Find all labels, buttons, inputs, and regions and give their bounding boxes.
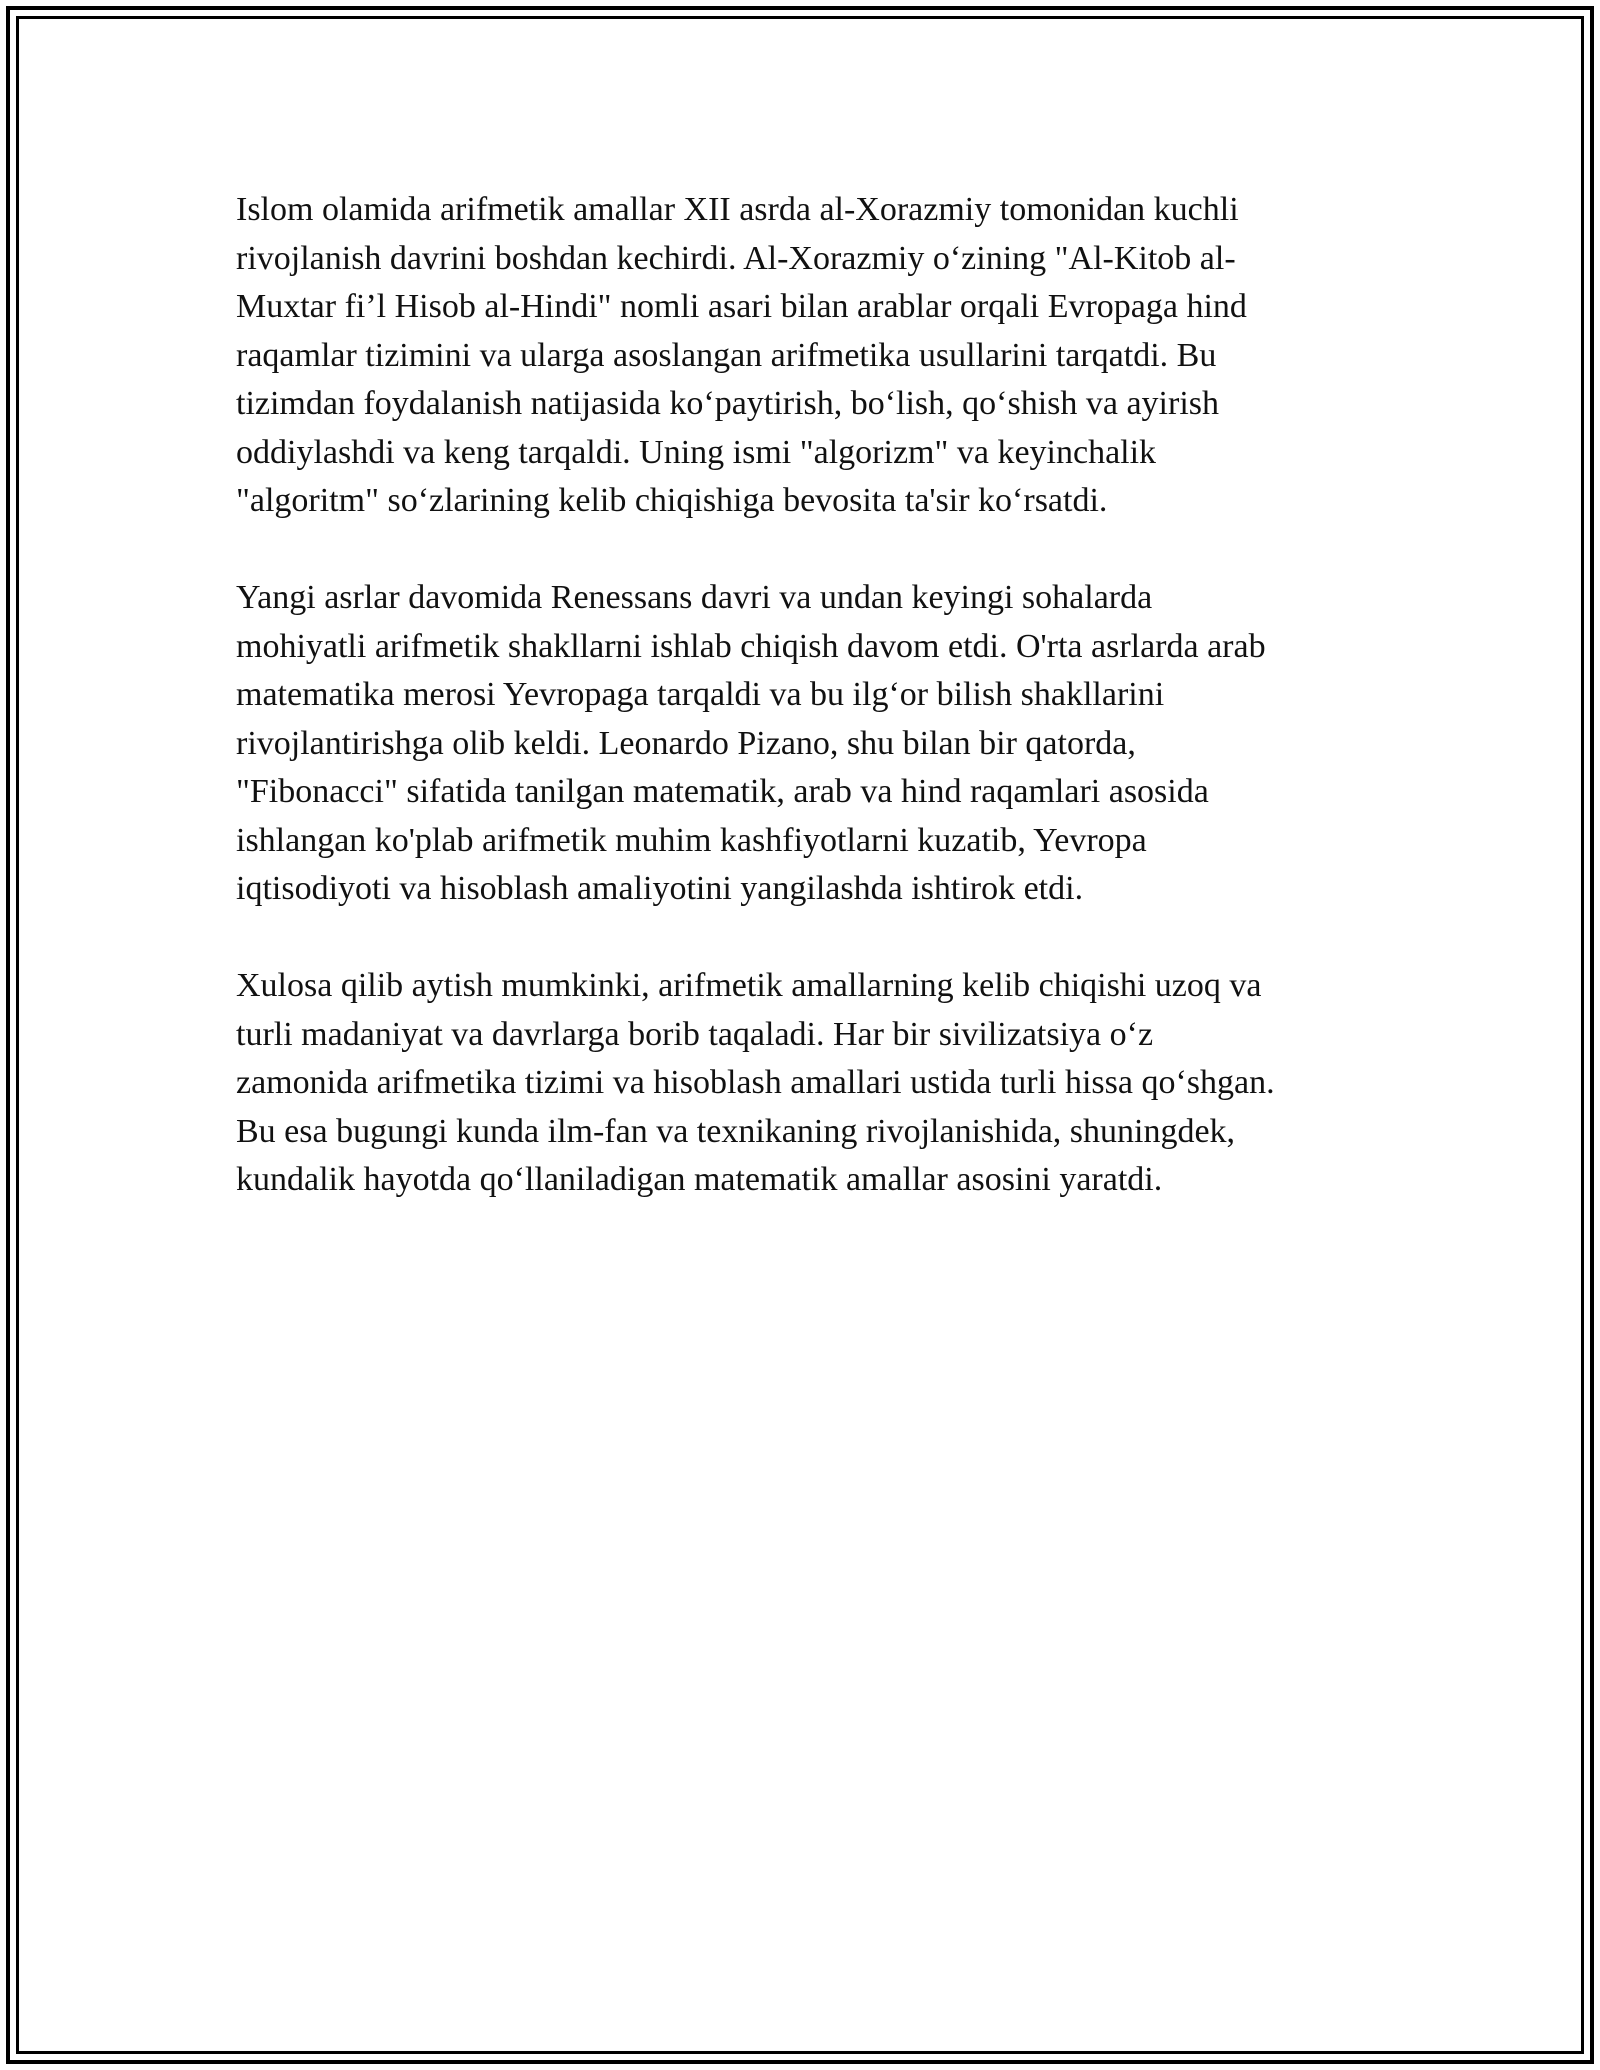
document-body bbox=[236, 186, 1386, 1253]
paragraph-2: Yangi asrlar davomida Renessans davri va undan keyingi sohalarda mohiyatli arifmetik shakllarni ishlab chiqish davom etdi. O'rta asrlarda arab matematika merosi Yevropaga tarqaldi va bu ilg‘or bilish shakllarini rivojlantirishga olib keldi. Leonardo Pizano, shu bilan bir qatorda, "Fibonacci" sifatida tanilgan matematik, arab va hind raqamlari asosida ishlangan ko'plab arifmetik muhim kashfiyotlarni kuzatib, Yevropa iqtisodiyoti va hisoblash amaliyotini yangilashda ishtirok etdi. bbox=[236, 579, 1266, 907]
paragraph-3: Xulosa qilib aytish mumkinki, arifmetik amallarning kelib chiqishi uzoq va turli madaniyat va davrlarga borib taqaladi. Har bir sivilizatsiya o‘z zamonida arifmetika tizimi va hisoblash amallari ustida turli hissa qo‘shgan. Bu esa bugungi kunda ilm-fan va texnikaning rivojlanishida, shuningdek, kundalik hayotda qo‘llaniladigan matematik amallar asosini yaratdi. bbox=[236, 967, 1275, 1198]
paragraph-1: Islom olamida arifmetik amallar XII asrda al-Xorazmiy tomonidan kuchli rivojlanish davrini boshdan kechirdi. Al-Xorazmiy o‘zining "Al-Kitob al- Muxtar fi’l Hisob al-Hindi" nomli asari bilan arablar orqali Evropaga hind raqamlar tizimini va ularga asoslangan arifmetika usullarini tarqatdi. Bu tizimdan foydalanish natijasida ko‘paytirish, bo‘lish, qo‘shish va ayirish oddiylashdi va keng tarqaldi. Uning ismi "algorizm" va keyinchalik "algoritm" so‘zlarining kelib chiqishiga bevosita ta'sir ko‘rsatdi. bbox=[236, 191, 1247, 519]
